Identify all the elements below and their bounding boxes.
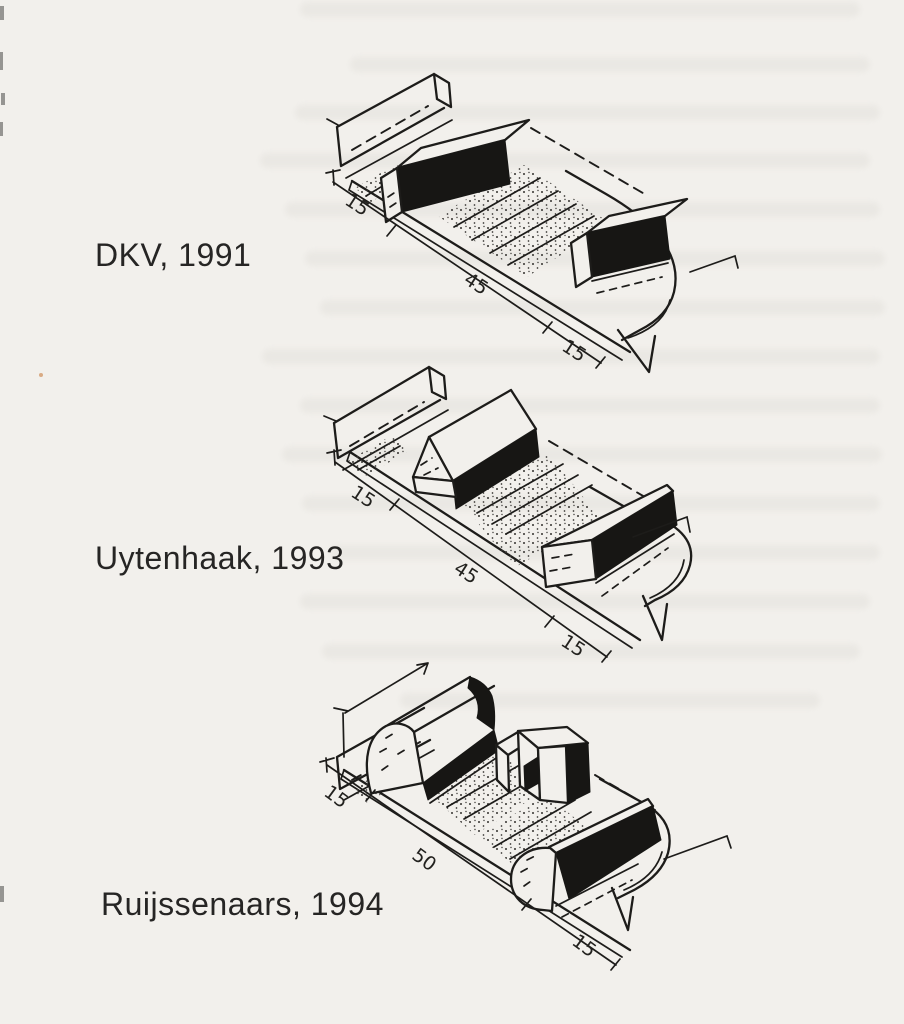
building-end-face [571, 233, 592, 287]
dimension-label-right: 15 [567, 929, 601, 963]
dimension-label-left: 15 [346, 481, 380, 513]
right-hook-line [690, 256, 738, 272]
dimension-label-left: 15 [319, 780, 353, 814]
dimension-label-right: 15 [557, 335, 591, 367]
sketch-dkv [326, 74, 738, 372]
vault-far-dark-end [468, 677, 495, 730]
building-end-face [542, 540, 596, 587]
building-gable-base [413, 477, 456, 497]
dimension-label-left: 15 [340, 189, 374, 221]
sketch-uytenhaak [324, 367, 691, 662]
dimension-label-middle: 45 [449, 557, 483, 589]
figure-caption-uytenhaak: Uytenhaak, 1993 [95, 540, 345, 576]
plot-tail [612, 888, 633, 930]
figure-caption-ruijssenaars: Ruijssenaars, 1994 [101, 886, 384, 922]
dimension-label-right: 15 [556, 630, 590, 662]
right-hook-line [664, 836, 731, 859]
cross-front-face [538, 746, 568, 803]
sketch-ruijssenaars [320, 663, 731, 970]
building-base-dashes [597, 277, 662, 293]
plot-tail [643, 596, 667, 640]
plot-tail [618, 330, 655, 372]
cross-dark-face [566, 743, 590, 803]
dimension-label-middle: 50 [407, 843, 441, 877]
dimension-label-middle: 45 [459, 268, 493, 300]
figure-caption-dkv: DKV, 1991 [95, 237, 252, 273]
vault-end-face [367, 724, 423, 793]
plot-corner-inner [650, 560, 684, 598]
